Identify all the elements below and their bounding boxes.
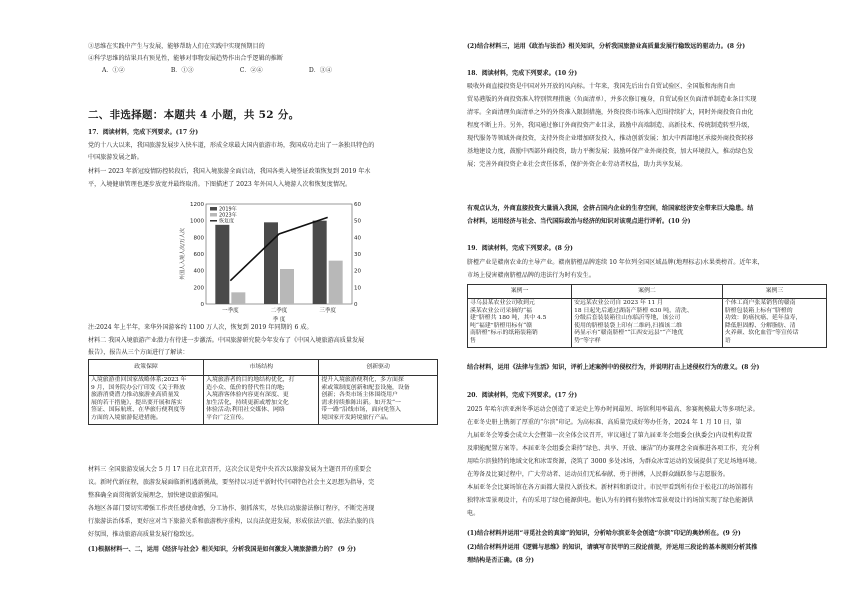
q18-line-6: 基地建设力度，鼓励中西部外商投资，助力平衡发展；鼓励环保产业外商投资，加大环境投入，推动绿色发: [467, 148, 754, 155]
q18-heading: 18．阅读材料，完成下列要求。(10 分): [467, 70, 578, 77]
y-tick-label: 600: [193, 252, 204, 258]
table-cell-policy: 入境旅游重回国家战略体系;2023 年 9 月，国务院办公厅印发《关于释放 旅游消费潜力推动旅游业高质量发 展的若干措施》，提出要开展和落实 签证、国际航班、在华旅行便利度等 方面的入境旅游促进措施。: [89, 376, 204, 425]
legend-label-recovery: 恢复度: [219, 218, 235, 225]
option-c: C．②④: [239, 67, 263, 74]
y-tick-label: 400: [193, 268, 204, 275]
q19-line-1: 脐橙产业是赣南农业的主导产业。赣南脐橙品牌连续 10 年位列全国区域品牌(地理标志)水果类榜首。近年来，: [467, 259, 764, 266]
material3-line-3: 整准确全面贯彻新发展理念，加快建设旅游强国。: [88, 492, 223, 499]
x-axis-label: 季 度: [272, 317, 286, 323]
q17-part-2: (2)结合材料三，运用《政治与法治》相关知识，分析我国旅游业高质量发展行稳致远的驱动力。(8 分): [467, 43, 746, 50]
q20-line-9: 电。: [467, 510, 480, 517]
material3-line-5: 行旅游法治体系，更好应对当下旅游关系和旅游秩序重构，以良法促进发展，形成依法兴旅、依法治旅的良: [88, 518, 375, 525]
y-tick-label: 800: [193, 235, 204, 242]
q20-line-1: 2025 年哈尔滨亚洲冬季运动会创造了亚运史上筹办时间最短、场馆利用率最高、参赛规模最大等多项纪录。: [467, 406, 759, 413]
q17-intro-2: 中国旅游发展之路。: [88, 154, 143, 161]
table-cell-innovation: 提升入境旅游便利化，多方面探 索或策制度创新和配套设施，设备 创新；各类市场主体围绕用户 需求持续推陈出新。如开发“一 带一路”沿线市场，面向免签入 境国家开发跨境旅行产品。: [319, 376, 438, 425]
q18-line-2: 贸易港版的外商投资准入特别管理措施（负面清单），并多次修订瘦身，自贸试验区负面清单制造业条目实现: [467, 96, 757, 103]
q20-part-2-line-1: (2)结合材料并运用《逻辑与思维》的知识，请填写市民甲的三段论前提，并运用三段论的基本规则分析其推: [467, 544, 758, 551]
table-cell-market: 入境旅游者的目的地结构优化，打 造小众、低价的替代性目的地; 入境游客体验内容更有深度、更 加生活化，持续更新或增加文化 体验活动;利用社交媒体、网络 平台广泛宣传。: [204, 376, 319, 425]
legend-label-2019: 2019年: [219, 206, 237, 213]
legend-swatch-2019: [210, 207, 217, 211]
section-title: 二、非选择题：本题共 4 小题，共 52 分。: [88, 109, 300, 121]
q18-line-5: 现代服务等领域外商投资，支持外资企业增加研发投入，推动创新发展；加大中西部地区承接外商投资转移: [467, 135, 754, 142]
q19-heading: 19．阅读材料，完成下列要求。(8 分): [467, 245, 573, 252]
material1-line-2: 平，入境健康管理也逐步放宽并最终取消。下图描述了 2023 年外国人入境游人次和恢复度情况。: [88, 181, 352, 188]
q20-line-2: 在亚冬史册上镌刻了厚重的“尔滨”印记。为高标准、高质量完成好筹办任务，2024 年 1 月 10 日，第: [467, 419, 742, 426]
y2-tick-label: 60: [354, 202, 361, 208]
y2-tick-label: 0: [354, 302, 358, 308]
chart-note: 注:2024 年上半年，来华外国游客约 1100 万人次，恢复到 2019 年同期的 6 成。: [88, 324, 313, 331]
y-tick-label: 0: [200, 302, 204, 308]
y2-tick-label: 30: [354, 252, 361, 258]
tourism-chart: [176, 196, 376, 324]
legend-swatch-2023: [210, 213, 217, 217]
bar-2019: [264, 222, 278, 304]
bar-2023: [231, 292, 245, 304]
q18-line-4: 程度不断上升。另外，我国通过修订外商投资产业目录，鼓励中高端制造、高新技术、传统制造转型升级，: [467, 122, 754, 129]
case-header: 案例二: [572, 285, 723, 299]
material3-line-1: 材料三 全国旅游发展大会 5 月 17 日在北京召开，这次会议是党中央首次以旅游发展为主题召开的重要会: [88, 466, 372, 473]
y2-tick-label: 40: [354, 235, 361, 242]
q17-heading: 17．阅读材料，完成下列要求。(17 分): [88, 129, 199, 136]
q17-part-1: (1)根据材料一、二，运用《经济与社会》相关知识，分析我国是如何激发入境旅游潜力的？ (9 分): [88, 546, 357, 553]
y2-tick-label: 50: [354, 218, 361, 225]
bar-2023: [329, 261, 343, 304]
y2-tick-label: 20: [354, 268, 361, 275]
q18-line-7: 展；完善外商投资企业社会责任体系，保护外资企业劳动者权益，助力共享发展。: [467, 161, 687, 168]
q17-intro-1: 党的十八大以来，我国旅游发展步入快车道，形成全球最大国内旅游市场，我国成功走出了一条独具特色的: [88, 142, 375, 149]
option-line-4: ④科学思维的结果具有预见性，能够对事物发展趋势作出合乎逻辑的推断: [88, 55, 283, 62]
report-table: [88, 359, 438, 425]
bar-2023: [280, 269, 294, 304]
q20-line-8: 独特冰雪景观设计，有的采用了绿色能源供电。他认为有的拥有独特冰雪景观设计的场馆实现了绿色能源供: [467, 497, 754, 504]
q19-question: 结合材料，运用《法律与生活》知识，评析上述案例中的侵权行为，并说明打击上述侵权行为的意义。(8 分): [467, 364, 760, 371]
option-d: D．③④: [308, 67, 332, 74]
material3-line-4: 各地区各部门要切实增强工作责任感使命感，分工协作、狠抓落实，尽快启动旅游法修订程序，不断完善现: [88, 505, 375, 512]
q20-line-5: 用哈尔滨独特的地域文化和冰雪资源，浇筑了 3000 多处冰场，为群众冰雪运动的发展提供了充足场地环境。: [467, 458, 761, 465]
y-tick-label: 1200: [190, 202, 204, 208]
answer-options: [102, 67, 332, 75]
q20-line-4: 及职能配置方案等。本届亚冬会组委会秉持“绿色、共享、开放、廉洁”的办赛理念全面推进各项工作，充分利: [467, 445, 760, 452]
case-header: 案例一: [468, 285, 572, 299]
q18-line-1: 吸收外商直接投资是中国对外开放的风向标。十年来，我国先后出台自贸试验区、全国版和海南自由: [467, 83, 736, 90]
case-cell-3: 个体工商户张某销售的赣南 脐橙包装箱上标有“脐橙的 功效：防癌抗癌、延年益寿， 降低胆固醇、分解脂肪、清 火养颜、软化血管”等宣传话 语: [722, 299, 826, 348]
table-header: 市场结构: [204, 360, 319, 376]
material3-line-2: 议。新时代新征程，旅游发展面临新机遇新挑战，要坚持以习近平新时代中国特色社会主义思想为指导，完: [88, 479, 375, 486]
y-tick-label: 1000: [190, 218, 204, 225]
material2-line-2: 报告》，报告从三个方面进行了解读：: [88, 349, 189, 356]
q19-line-2: 市场上侵害赣南脐橙品牌的违法行为时有发生。: [467, 272, 595, 279]
table-header: 政策保障: [89, 360, 204, 376]
material1-line-1: 材料一 2023 年新冠疫情防控转段后，我国入境旅游全面启动，我国各类入境签证政策恢复到 2019 年水: [88, 168, 371, 175]
q18-question-1: 有观点认为，外商直接投资大量涌入我国，会挤占国内企业的生存空间，给国家经济安全带来巨大隐患。结: [467, 205, 754, 212]
material2-line-1: 材料二 我国入境旅游产业潜力有待进一步激活。中国旅游研究院今年发布了《中国入境旅游高质量发展: [88, 337, 365, 344]
q20-line-3: 九届亚冬会筹委会成立大会暨第一次全体会议召开，审议通过了第九届亚冬会组委会(执委会)内设机构设置: [467, 432, 753, 439]
bar-2019: [215, 225, 229, 304]
q20-part-2-line-2: 理结构是否正确。(8 分): [467, 557, 534, 564]
option-a: A．①②: [102, 67, 125, 74]
bar-2019: [313, 221, 327, 304]
case-header: 案例三: [722, 285, 826, 299]
option-b: B．①③: [170, 67, 194, 74]
q18-line-3: 清零。全面清理负面清单之外的外资准入限制措施，外资投资市场准入范围持续扩大，同时外商投资自由化: [467, 109, 754, 116]
table-header: 创新驱动: [319, 360, 438, 376]
y2-tick-label: 10: [354, 285, 361, 292]
case-cell-1: 寻乌县某农业公司收到元 溪某农业公司采摘的“福 建”脐橙共 180 吨，其中 4.5 吨“福建”脐橙用标有“赣 南脐橙”标示的纸箱装箱销 售: [468, 299, 572, 348]
case-cell-2: 安远某农业公司自 2023 年 11 月 18 日起先后通过湖南产脐橙 630 吨，清洗、 分级后套装装箱往山东临沂等地，该公司 使用的脐橙装袋上印有二维码,扫描该二维 码显示有“赣南脐橙”“江西安远县”“产地优 势”等字样: [572, 299, 723, 348]
option-line-3: ③思维在实践中产生与发展，能够帮助人们在实践中实现预期目的: [88, 43, 265, 50]
x-tick-label: 二季度: [270, 308, 288, 314]
x-tick-label: 三季度: [319, 308, 336, 314]
legend-label-2023: 2023年: [219, 212, 237, 219]
q20-line-6: 在筹备及比赛过程中，广大劳动者、运动员们无私奉献、勇于拼搏，人民群众踊跃参与志愿服务。: [467, 471, 730, 478]
y-axis-label: 外国人入境人次/万人次: [180, 228, 186, 280]
q20-heading: 20．阅读材料，完成下列要求。(17 分): [467, 392, 578, 399]
q18-question-2: 合材料，运用经济与社会、当代国际政治与经济的知识对该观点进行评析。(10 分): [467, 218, 691, 225]
q20-part-1: (1)结合材料并运用“寻觅社会的真谛”的知识，分析哈尔滨亚冬会创造“尔滨”印记的奥妙所在。(9 分): [467, 530, 741, 537]
x-tick-label: 一季度: [222, 308, 239, 314]
case-table: [467, 284, 827, 348]
q20-line-7: 本届亚冬会比赛场馆在各方面都大量投入新技术。新材料和新设计。市民甲看到所有位于松花江的场馆都有: [467, 484, 754, 491]
material3-line-6: 好氛围，推动旅游高质量发展行稳致远。: [88, 531, 198, 538]
y-tick-label: 200: [193, 285, 204, 292]
